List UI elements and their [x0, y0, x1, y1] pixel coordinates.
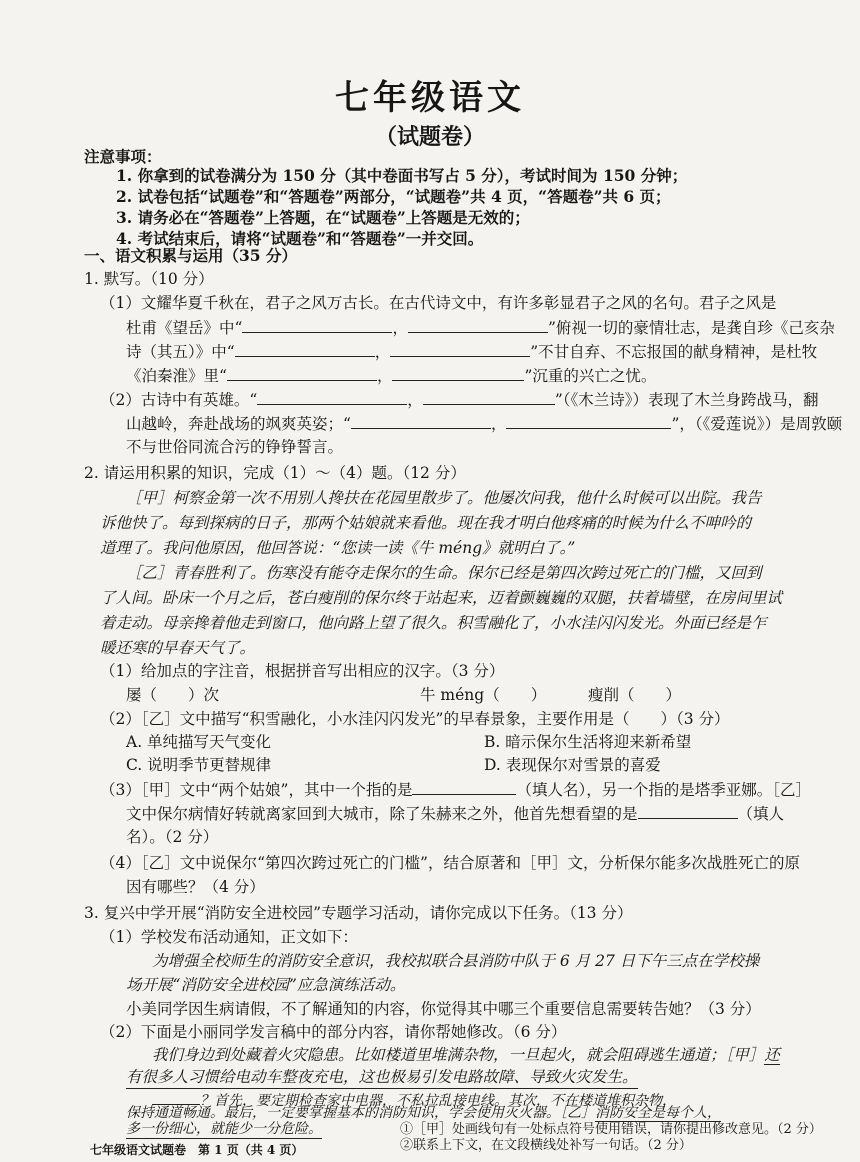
q3-notice-line1: 为增强全校师生的消防安全意识，我校拟联合县消防中队于 6 月 27 日下午三点在学校操	[152, 952, 760, 970]
answer-blank[interactable]	[227, 364, 377, 381]
q3-sub1: （1）学校发布活动通知，正文如下：	[100, 928, 358, 946]
q3-item-2: ②联系上下文，在文段横线处补写一句话。（2 分）	[400, 1138, 692, 1153]
answer-blank[interactable]	[390, 340, 530, 357]
q3-speech-line3: ？首先，要定期检查家中电器，不私拉乱接电线。其次，不在楼道堆积杂物，	[152, 1088, 676, 1110]
q1-p1-line1: （1）文耀华夏千秋在，君子之风万古长。在古代诗文中，有许多彰显君子之风的名句。君子之风是	[100, 294, 777, 312]
page-footer: 七年级语文试题卷 第 1 页（共 4 页）	[90, 1143, 304, 1157]
q2-option-b: B. 暗示保尔生活将迎来新希望	[484, 733, 692, 751]
q3-stem: 3. 复兴中学开展“消防安全进校园”专题学习活动，请你完成以下任务。（13 分）	[84, 904, 633, 922]
q2-yi-line1: ［乙］青春胜利了。伤寒没有能夺走保尔的生命。保尔已经是第四次跨过死亡的门槛，又回到	[126, 564, 762, 582]
q2-jia-line1: ［甲］柯察金第一次不用别人搀扶在花园里散步了。他屡次问我，他什么时候可以出院。我告	[126, 489, 762, 507]
q2-yi-line4: 暖还寒的早春天气了。	[100, 639, 256, 657]
q2-sub1-item-3: 瘦削（ ）	[588, 686, 682, 704]
exam-title: 七年级语文	[335, 78, 525, 118]
q2-jia-line2: 诉他快了。每到探病的日子，那两个姑娘就来看他。现在我才明白他疼痛的时候为什么不呻吟的	[100, 514, 752, 532]
q2-sub4-line2: 因有哪些？（4 分）	[126, 878, 265, 896]
q3-speech-line1: 我们身边到处藏着火灾隐患。比如楼道里堆满杂物，一旦起火，就会阻碍逃生通道；［甲］还	[152, 1046, 780, 1064]
q2-option-c: C. 说明季节更替规律	[126, 756, 272, 774]
notes-item-2: 2. 试卷包括“试题卷”和“答题卷”两部分，“试题卷”共 4 页，“答题卷”共 6 页；	[116, 187, 671, 206]
q2-sub4-line1: （4）［乙］文中说保尔“第四次跨过死亡的门槛”，结合原著和［甲］文，分析保尔能多次战胜死亡的原	[100, 854, 800, 872]
q1-p1-line4: 《泊秦淮》里“ ， ”沉重的兴亡之忧。	[126, 364, 656, 387]
notes-item-3: 3. 请务必在“答题卷”上答题，在“试题卷”上答题是无效的；	[116, 208, 530, 227]
answer-blank[interactable]	[408, 316, 548, 333]
answer-blank[interactable]	[351, 412, 491, 429]
q2-jia-line3: 道理了。我问他原因，他回答说：“您读一读《牛 méng》就明白了。”	[100, 539, 576, 557]
answer-blank[interactable]	[423, 388, 555, 405]
q2-yi-line3: 着走动。母亲搀着他走到窗口，他向路上望了很久。积雪融化了，小水洼闪闪发光。外面已经是乍	[100, 614, 767, 632]
notes-item-4: 4. 考试结束后，请将“试题卷”和“答题卷”一并交回。	[116, 229, 484, 248]
answer-blank[interactable]	[235, 340, 375, 357]
q2-sub3-line2: 文中保尔病情好转就离家回到大城市，除了朱赫来之外，他首先想看望的是 （填人	[126, 802, 784, 825]
notes-item-1: 1. 你拿到的试卷满分为 150 分（其中卷面书写占 5 分），考试时间为 150 分钟；	[116, 166, 688, 185]
q1-p1-line3: 诗（其五）》中“ ， ”不甘自弃、不忘报国的献身精神，是杜牧	[126, 340, 817, 363]
q2-option-d: D. 表现保尔对雪景的喜爱	[484, 756, 661, 774]
q2-sub1-item-2: 牛 méng（ ）	[420, 686, 547, 704]
exam-subtitle: （试题卷）	[374, 124, 485, 150]
answer-blank[interactable]	[638, 802, 738, 819]
q3-sub2: （2）下面是小丽同学发言稿中的部分内容，请你帮她修改。（6 分）	[100, 1023, 567, 1041]
q3-speech-line5: 多一份细心，就能少一分危险。	[126, 1121, 322, 1137]
q2-sub3-line3: 名）。（2 分）	[126, 828, 219, 846]
q3-item-1: ①［甲］处画线句有一处标点符号使用错误，请你提出修改意见。（2 分）	[400, 1122, 822, 1137]
q1-p2-line2: 山越岭，奔赴战场的飒爽英姿；“ ， ”，（《爱莲说》）是周敦颐	[126, 412, 842, 435]
q2-sub2: （2）［乙］文中描写“积雪融化，小水洼闪闪发光”的早春景象，主要作用是（ ）（3 分）	[100, 710, 730, 728]
q3-sub1-question: 小美同学因生病请假，不了解通知的内容，你觉得其中哪三个重要信息需要转告她？（3 分）	[126, 1000, 761, 1018]
q3-notice-line2: 场开展“消防安全进校园”应急演练活动。	[126, 976, 406, 994]
q2-yi-line2: 了人间。卧床一个月之后，苍白瘦削的保尔终于站起来，迈着颤巍巍的双腿，扶着墙壁，在房间里试	[100, 589, 783, 607]
answer-blank[interactable]	[392, 364, 524, 381]
q2-option-a: A. 单纯描写天气变化	[126, 733, 272, 751]
answer-blank[interactable]	[242, 316, 392, 333]
q2-stem: 2. 请运用积累的知识，完成（1）～（4）题。（12 分）	[84, 464, 466, 482]
q3-speech-line2: 有很多人习惯给电动车整夜充电，这也极易引发电路故障、导致火灾发生。	[126, 1066, 638, 1089]
answer-blank[interactable]	[257, 388, 407, 405]
q2-sub1-item-1: 屡（ ）次	[126, 686, 220, 704]
q2-sub3-line1: （3）［甲］文中“两个姑娘”，其中一个指的是 （填人名），另一个指的是塔季亚娜。［乙］	[100, 778, 811, 801]
q1-stem: 1. 默写。（10 分）	[84, 270, 214, 288]
answer-blank[interactable]	[152, 1088, 200, 1105]
q2-sub1: （1）给加点的字注音，根据拼音写出相应的汉字。（3 分）	[100, 662, 505, 680]
answer-blank[interactable]	[506, 412, 671, 429]
answer-blank[interactable]	[412, 778, 516, 795]
q1-p2-line1: （2）古诗中有英雄。“ ， ”（《木兰诗》）表现了木兰身跨战马，翻	[100, 388, 819, 411]
notes-heading: 注意事项：	[84, 147, 162, 166]
q1-p2-line3: 不与世俗同流合污的铮铮誓言。	[126, 438, 344, 456]
section-1-heading: 一、语文积累与运用（35 分）	[84, 246, 297, 265]
q3-speech-line4: 保持通道畅通。最后，一定要掌握基本的消防知识，学会使用灭火器。［乙］消防安全是每个人，	[126, 1105, 721, 1121]
q1-p1-line2: 杜甫《望岳》中“ ， ”俯视一切的豪情壮志，是龚自珍《己亥杂	[126, 316, 835, 339]
